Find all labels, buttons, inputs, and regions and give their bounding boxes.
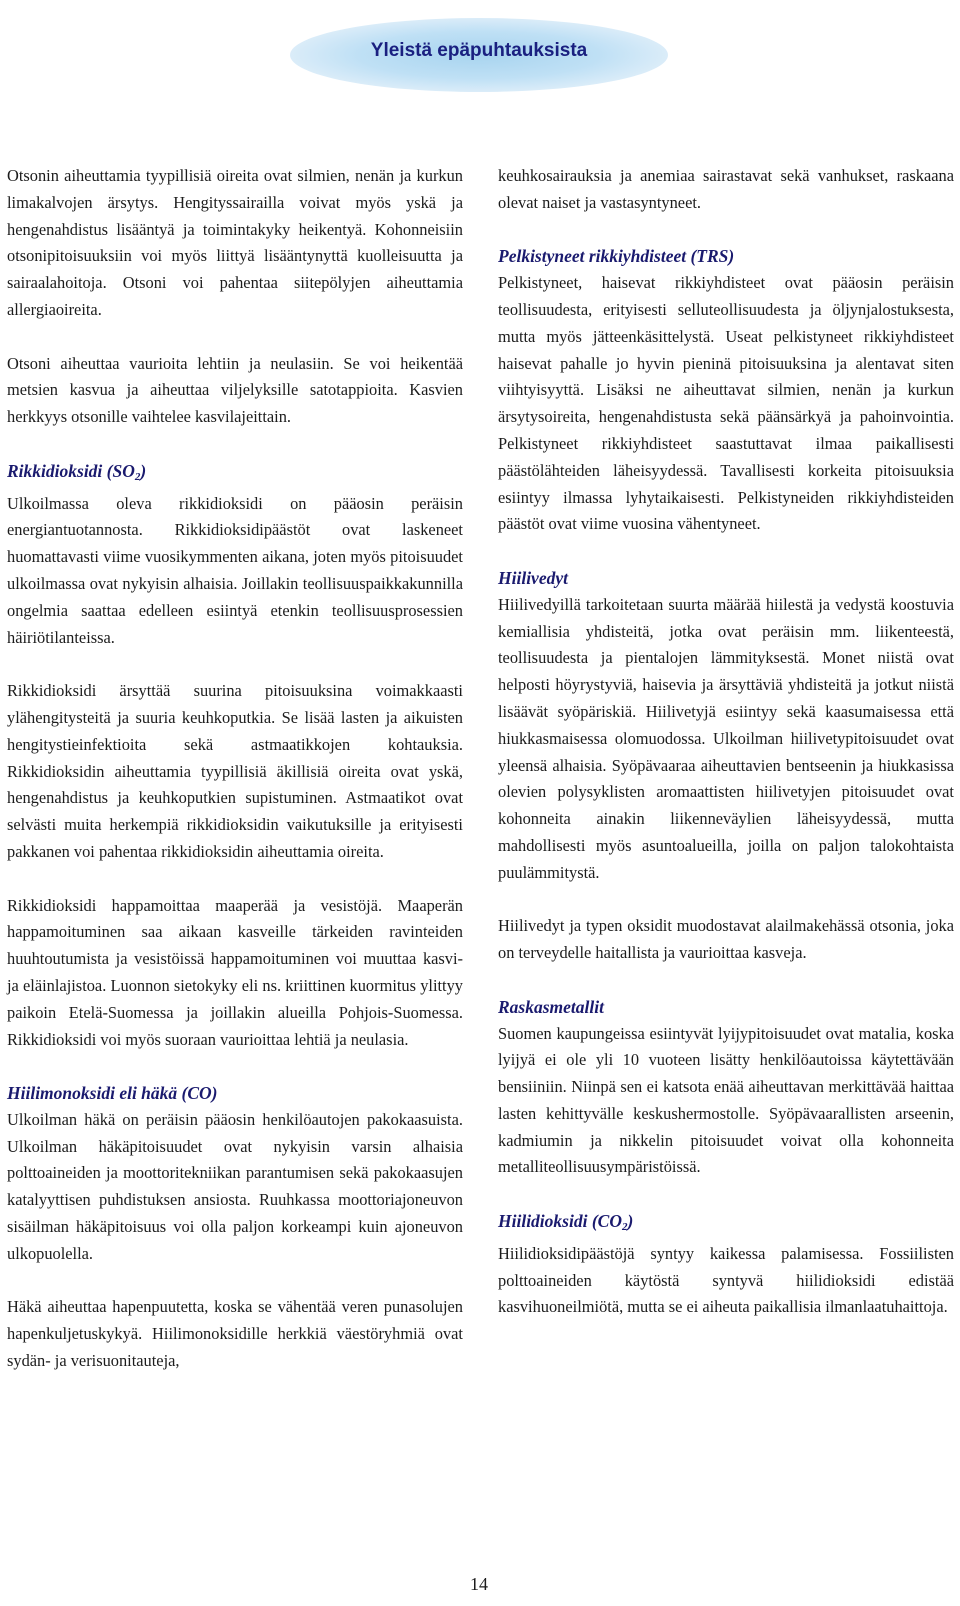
- paragraph-hydrocarbons-ozone: Hiilivedyt ja typen oksidit muodostavat alailmakehässä otsonia, joka on terveydelle haitallista ja vaurioittaa kasveja.: [498, 916, 954, 963]
- paragraph-ozone-plants: Otsoni aiheuttaa vaurioita lehtiin ja neulasiin. Se voi heikentää metsien kasvua ja aiheuttaa viljelyksille satotappioita. Kasvien herkkyys otsonille vaihtelee kasvilajeittain.: [7, 353, 463, 427]
- paragraph-co-health: Häkä aiheuttaa hapenpuutetta, koska se vähentää veren punasolujen hapenkuljetuskykyä. Hiilimonoksidille herkkiä väestöryhmiä ovat sydän- ja verisuonitauteja,: [7, 1297, 463, 1371]
- heading-reduced-sulfur: Pelkistyneet rikkiyhdisteet (TRS): [498, 246, 735, 267]
- heading-carbon-dioxide: Hiilidioksidi $(CO_2)$: [498, 1211, 634, 1234]
- paragraph-trs: Pelkistyneet, haisevat rikkiyhdisteet ovat pääosin peräisin teollisuudesta, erityisesti selluteollisuudesta ja öljynjalostuksesta, mutta myös jätteenkäsittelystä. Useat pelkistyneet rikkiyhdisteet haisevat pahalle jo hyvin pieninä pitoisuuksina ja alentavat siten viihtyisyyttä. Lisäksi ne aiheuttavat silmien, nenän ja kurkun ärsytysoireita, hengenahdistusta sekä päänsärkyä ja pahoinvointia. Pelkistyneet rikkiyhdisteet saastuttavat ilmaa paikallisesti päästölähteiden läheisyydessä. Tavallisesti korkeita pitoisuuksia esiintyy ilmassa lyhytaikaisesti. Pelkistyneiden rikkiyhdisteiden päästöt ovat viime vuosina vähentyneet.: [498, 273, 954, 534]
- paragraph-co-sources: Ulkoilman häkä on peräisin pääosin henkilöautojen pakokaasuista. Ulkoilman häkäpitoisuudet ovat nykyisin varsin alhaisia polttoaineiden ja moottoritekniikan parantumisen sekä pakokaasujen katalyyttisen puhdistuksen ansiosta. Ruuhkassa moottoriajoneuvon sisäilman häkäpitoisuus voi olla paljon korkeampi kuin ajoneuvon ulkopuolella.: [7, 1109, 463, 1263]
- paragraph-co-risk-groups: keuhkosairauksia ja anemiaa sairastavat sekä vanhukset, raskaana olevat naiset ja vastasyntyneet.: [498, 166, 954, 212]
- paragraph-so2-health: Rikkidioksidi ärsyttää suurina pitoisuuksina voimakkaasti ylähengitysteitä ja suuria keuhkoputkia. Se lisää lasten ja aikuisten hengitystieinfektioita sekä astmaatikkojen kohtauksia. Rikkidioksidin aiheuttamia tyypillisiä äkillisiä oireita ovat yskä, hengenahdistus ja keuhkoputkien supistuminen. Astmaatikot ovat selvästi muita herkempiä rikkidioksidin vaikutuksille ja erityisesti pakkanen voi pahentaa rikkidioksidin aiheuttamia oireita.: [7, 681, 463, 861]
- page-number: 14: [470, 1574, 488, 1594]
- paragraph-hydrocarbons: Hiilivedyillä tarkoitetaan suurta määrää hiilestä ja vedystä koostuvia kemiallisia yhdisteitä, jotka ovat peräisin mm. liikenteestä, teollisuudesta ja pientalojen lämmityksestä. Monet niistä ovat helposti höyrystyviä, haisevia ja ärsyttäviä yhdisteitä ja jotkut niistä lisäävät syöpäriskiä. Hiilivetyjä esiintyy sekä kaasumaisessa että hiukkasmaisessa olomuodossa. Ulkoilman hiilivetypitoisuudet ovat yleensä alhaisia. Syöpävaaraa aiheuttavien bentseenin ja hiukkasissa olevien polysyklisten aromaattisten hiilivetyjen pitoisuudet ovat kohonneita ainakin liikenneväylien läheisyydessä, mutta mahdollisesti myös asuntoalueilla, joilla on paljon talokohtaista puulämmitystä.: [498, 594, 954, 882]
- paragraph-co2: Hiilidioksidipäästöjä syntyy kaikessa palamisessa. Fossiilisten polttoaineiden käytöstä syntyvä hiilidioksidi edistää kasvihuoneilmiötä, mutta se ei aiheuta paikallisia ilmanlaatuhaittoja.: [498, 1243, 954, 1317]
- heading-carbon-monoxide: Hiilimonoksidi eli häkä (CO): [7, 1083, 218, 1104]
- paragraph-ozone-symptoms: Otsonin aiheuttamia tyypillisiä oireita ovat silmien, nenän ja kurkun limakalvojen ärsytys. Hengityssairailla voivat myös yskä ja hengenahdistus lisääntyä ja toimintakyky heikentyä. Kohonneisiin otsonipitoisuuksiin voi myös liittyä lisääntynyttä kuolleisuutta ja sairaalahoitoja. Otsoni voi pahentaa siitepölyjen aiheuttamia allergiaoireita.: [7, 166, 463, 319]
- heading-sulfur-dioxide: Rikkidioksidi $(SO_2)$: [7, 460, 147, 483]
- paragraph-so2-acidification: Rikkidioksidi happamoittaa maaperää ja vesistöjä. Maaperän happamoituminen saa aikaan kasveille tärkeiden ravinteiden huuhtoutumista ja vesistöissä happamoituminen voi muuttaa kasvi- ja eläinlajistoa. Luonnon sietokyky eli ns. kriittinen kuormitus ylittyy paikoin Etelä-Suomessa ja joillakin alueilla Pohjois-Suomessa. Rikkidioksidi voi myös suoraan vaurioittaa lehtiä ja neulasia.: [7, 895, 463, 1049]
- left-column: [7, 163, 463, 1375]
- paragraph-heavy-metals: Suomen kaupungeissa esiintyvät lyijypitoisuudet ovat matalia, koska lyijyä ei ole yli 10 vuoteen lisätty henkilöautoissa käytettävään bensiiniin. Niinpä sen ei katsota enää aiheuttavan merkittävää haittaa lasten kehittyvälle keskushermostolle. Syöpävaarallisten arseenin, kadmiumin ja nikkelin pitoisuudet voivat olla kohonneita metalliteollisuusympäristöissä.: [498, 1023, 954, 1177]
- heading-heavy-metals: Raskasmetallit: [498, 996, 604, 1017]
- paragraph-so2-sources: Ulkoilmassa oleva rikkidioksidi on pääosin peräisin energiantuotannosta. Rikkidioksidipäästöt ovat laskeneet huomattavasti viime vuosikymmenten aikana, joten myös pitoisuudet ulkoilmassa ovat nykyisin alhaisia. Joillakin teollisuuspaikkakunnilla ongelmia saattaa edelleen esiintyä etenkin teollisuusprosessien häiriötilanteissa.: [7, 493, 463, 647]
- right-column: [498, 163, 954, 1321]
- page-title: Yleistä epäpuhtauksista: [370, 40, 588, 61]
- heading-hydrocarbons: Hiilivedyt: [498, 567, 568, 588]
